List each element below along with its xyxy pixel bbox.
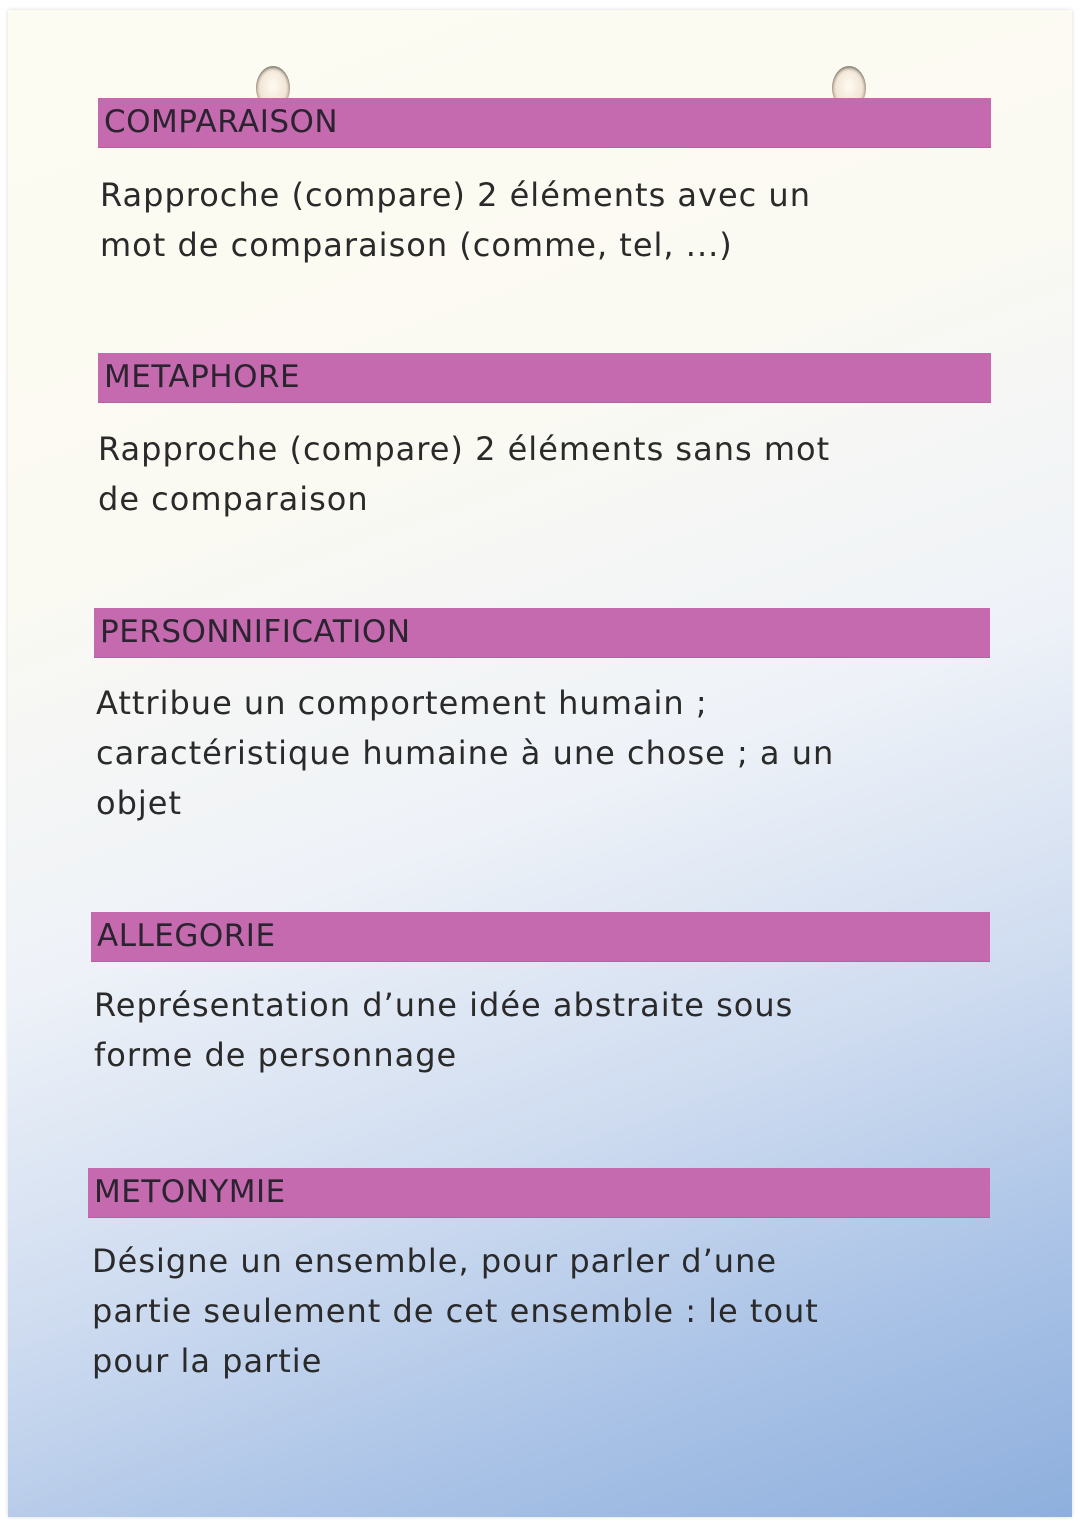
definition-line: de comparaison xyxy=(98,480,369,518)
heading-bar xyxy=(91,912,990,962)
heading-bar xyxy=(98,98,991,148)
section-title: METAPHORE xyxy=(104,359,301,395)
heading-bar xyxy=(94,608,990,658)
section-title: METONYMIE xyxy=(94,1174,286,1210)
section-definition xyxy=(96,678,834,828)
definition-line: pour la partie xyxy=(92,1342,323,1380)
section-definition xyxy=(98,424,830,524)
definition-line: caractéristique humaine à une chose ; a un xyxy=(96,734,835,772)
definition-line: Représentation d’une idée abstraite sous xyxy=(94,986,794,1024)
definition-line: objet xyxy=(96,784,183,822)
definition-line: Rapproche (compare) 2 éléments avec un xyxy=(100,176,811,214)
section-title: ALLEGORIE xyxy=(97,918,276,954)
definition-line: mot de comparaison (comme, tel, ...) xyxy=(100,226,733,264)
heading-bar xyxy=(98,353,991,403)
definition-line: Désigne un ensemble, pour parler d’une xyxy=(92,1242,778,1280)
section-title: PERSONNIFICATION xyxy=(100,614,411,650)
section-definition xyxy=(100,170,811,270)
heading-bar xyxy=(88,1168,990,1218)
definition-line: Rapproche (compare) 2 éléments sans mot xyxy=(98,430,831,468)
definition-line: partie seulement de cet ensemble : le tout xyxy=(92,1292,819,1330)
section-definition xyxy=(94,980,793,1080)
definition-line: forme de personnage xyxy=(94,1036,458,1074)
revision-card xyxy=(8,10,1072,1517)
section-title: COMPARAISON xyxy=(104,104,339,140)
section-definition xyxy=(92,1236,819,1386)
definition-line: Attribue un comportement humain ; xyxy=(96,684,708,722)
